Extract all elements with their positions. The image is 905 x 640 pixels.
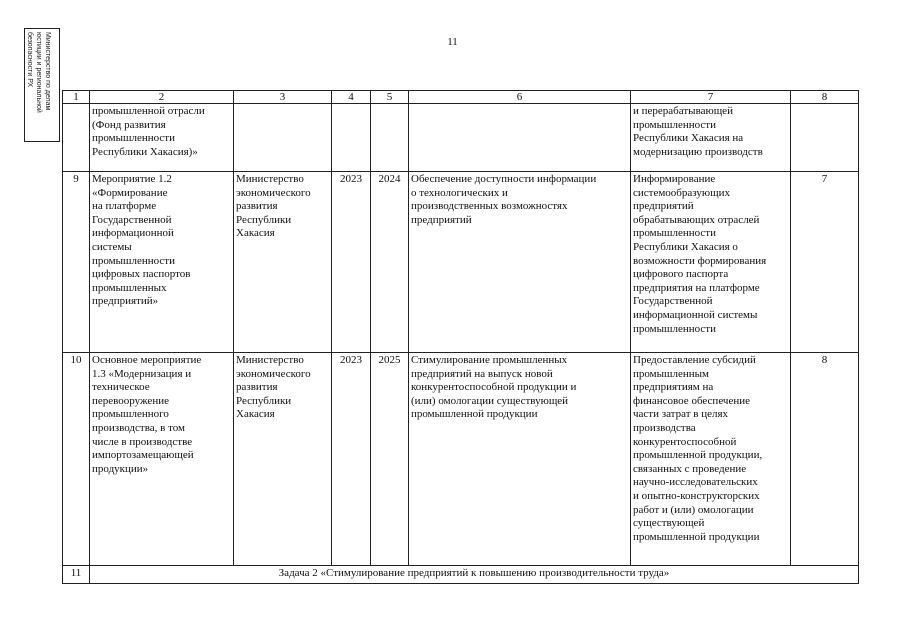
start-year: 2023 <box>332 353 371 566</box>
end-year: 2025 <box>371 353 409 566</box>
header-cell: 1 <box>63 91 90 104</box>
header-cell: 6 <box>409 91 631 104</box>
measure-content: и перерабатывающей промышленности Республики Хакасия на модернизацию производств <box>631 104 791 172</box>
table-row <box>63 353 859 566</box>
row-number: 9 <box>63 172 90 353</box>
header-cell: 5 <box>371 91 409 104</box>
row-number <box>63 104 90 172</box>
indicator-link: 7 <box>791 172 859 353</box>
expected-result: Обеспечение доступности информации о технологических и производственных возможностях предприятий <box>409 172 631 353</box>
stamp-text: Министерство по делам юстиции и региональной безопасности РХ <box>26 32 51 113</box>
indicator-link <box>791 104 859 172</box>
end-year: 2024 <box>371 172 409 353</box>
header-cell: 2 <box>90 91 234 104</box>
page-number: 11 <box>447 36 458 48</box>
row-number: 11 <box>63 566 90 584</box>
expected-result <box>409 104 631 172</box>
measure-name: Основное мероприятие 1.3 «Модернизация и техническое перевооружение промышленного производства, в том числе в производстве импортозамещающей продукции» <box>90 353 234 566</box>
end-year <box>371 104 409 172</box>
start-year: 2023 <box>332 172 371 353</box>
header-cell: 4 <box>332 91 371 104</box>
table-row <box>63 104 859 172</box>
row-number: 10 <box>63 353 90 566</box>
start-year <box>332 104 371 172</box>
measure-content: Информирование системообразующих предприятий обрабатывающих отраслей промышленности Республики Хакасия о возможности формирования цифрового паспорта предприятия на платформе Государственной информационной системы промышленности <box>631 172 791 353</box>
header-cell: 3 <box>234 91 332 104</box>
header-cell: 8 <box>791 91 859 104</box>
measure-name: Мероприятие 1.2 «Формирование на платформе Государственной информационной системы промышленности цифровых паспортов промышленных предприятий» <box>90 172 234 353</box>
task-row <box>63 566 859 584</box>
measures-table <box>62 90 859 584</box>
executor: Министерство экономического развития Республики Хакасия <box>234 353 332 566</box>
indicator-link: 8 <box>791 353 859 566</box>
task-title: Задача 2 «Стимулирование предприятий к повышению производительности труда» <box>90 566 859 584</box>
measure-name: промышленной отрасли (Фонд развития промышленности Республики Хакасия)» <box>90 104 234 172</box>
executor <box>234 104 332 172</box>
measure-content: Предоставление субсидий промышленным предприятиям на финансовое обеспечение части затрат в целях производства конкурентоспособной промышленной продукции, связанных с проведение научно-исследовательских и опытно-конструкторских работ и (или) омологации существующей промышленной продукции <box>631 353 791 566</box>
expected-result: Стимулирование промышленных предприятий на выпуск новой конкурентоспособной продукции и (или) омологации существующей промышленной продукции <box>409 353 631 566</box>
header-cell: 7 <box>631 91 791 104</box>
table-row <box>63 172 859 353</box>
executor: Министерство экономического развития Республики Хакасия <box>234 172 332 353</box>
header-row <box>63 91 859 104</box>
